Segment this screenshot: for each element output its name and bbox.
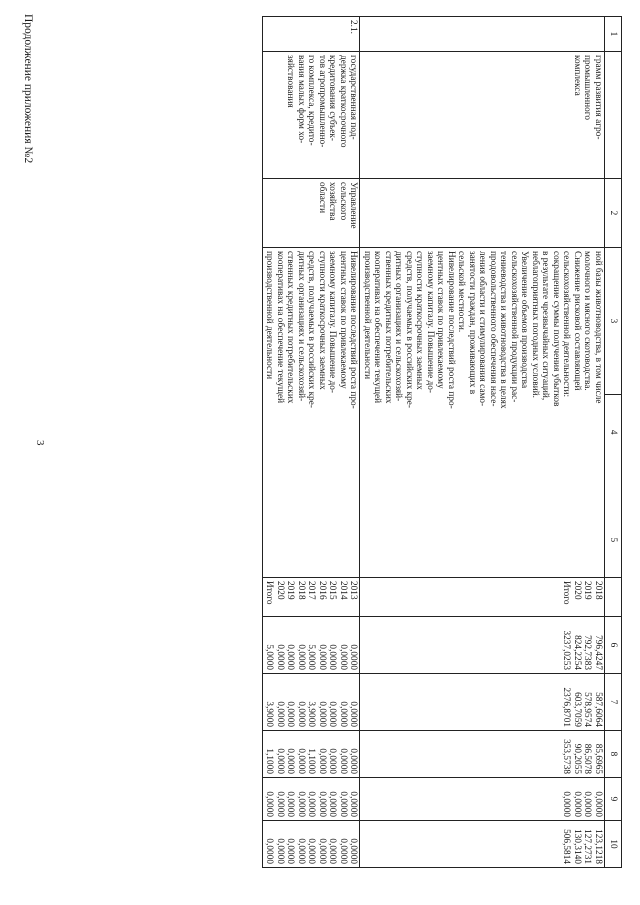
row1-year: 2020 [572, 581, 582, 600]
row1-years [360, 578, 605, 617]
row2-col6 [263, 617, 361, 674]
header-num-5: 5 [608, 537, 619, 543]
value-cell: 0,0000 [338, 791, 348, 817]
header-cell-8: 8 [605, 731, 622, 778]
value-cell: 0,0000 [348, 644, 359, 670]
value-cell: 0,0000 [275, 701, 285, 727]
value-cell: 0,0000 [317, 644, 327, 670]
value-cell: 0,0000 [306, 838, 317, 864]
row2-year: 2014 [338, 581, 348, 600]
row2-name: государственная под- держка краткосрочного кредитования субъек- тов агропромышленно- го комплекса, кредито- вания малых форм хо- зяйствования [263, 52, 361, 179]
value-cell: 0,0000 [296, 701, 306, 727]
value-cell: 5,0000 [264, 644, 275, 670]
header-cell-10: 10 [605, 821, 622, 868]
value-cell: 0,0000 [317, 838, 327, 864]
value-cell: 0,0000 [348, 701, 359, 727]
value-cell: 0,0000 [327, 791, 338, 817]
value-cell: 0,0000 [317, 748, 327, 774]
header-cell-year [605, 578, 622, 617]
header-cell-7: 7 [605, 674, 622, 731]
row1-col8 [360, 731, 605, 778]
value-cell: 587,6064 [593, 692, 603, 727]
value-cell: 0,0000 [275, 748, 285, 774]
row2-year: 2020 [275, 581, 285, 600]
value-cell: 0,0000 [264, 838, 275, 864]
header-row [605, 17, 622, 868]
row1-executor [360, 179, 605, 248]
table-row [263, 17, 361, 868]
value-cell: 824,2254 [572, 635, 582, 670]
value-cell: 0,0000 [327, 644, 338, 670]
value-cell: 796,4247 [593, 635, 603, 670]
row1-year: Итого [561, 581, 572, 605]
row2-col7 [263, 674, 361, 731]
value-cell: 0,0000 [275, 644, 285, 670]
value-cell: 86,5078 [582, 743, 593, 774]
value-cell: 0,0000 [327, 748, 338, 774]
value-cell: 353,5738 [561, 739, 572, 774]
value-cell: 0,0000 [338, 748, 348, 774]
value-cell: 0,0000 [317, 791, 327, 817]
value-cell: 85,6965 [593, 743, 603, 774]
row2-year: 2015 [327, 581, 338, 600]
value-cell: 1,1000 [264, 748, 275, 774]
value-cell: 0,0000 [275, 838, 285, 864]
value-cell: 0,0000 [285, 701, 296, 727]
value-cell: 123,1218 [593, 829, 603, 864]
value-cell: 0,0000 [348, 791, 359, 817]
value-cell: 0,0000 [348, 838, 359, 864]
value-cell: 1,1000 [306, 748, 317, 774]
row1-program: грамм развития агро- промышленного комплекса [360, 52, 605, 179]
header-cell-4-5 [605, 395, 622, 578]
value-cell: 0,0000 [275, 791, 285, 817]
value-cell: 90,2055 [572, 743, 582, 774]
row1-description: ной базы животноводства, в том числе молочного и мясного скотоводства. Снижение рисковой составляющей сельскохозяйственной деятельности: сокращение суммы получения убытков в результате чрезвычайных ситуаций, неблагоприятных погодных условий. Увеличение объемов производства сельскохозяйственной продукции рас- тениеводства и животноводства в целях продовольственного обеспечения насе- ления области и стимулирования само- занятости граждан, проживающих в сельской местности. Нивелирование последствий роста про- центных ставок по привлекаемому заемному капиталу. Повышение до- ступности краткосрочных заемных средств, получаемых в российских кре- дитных организациях и сельскохозяй- ственных кредитных потребительских кооперативах на обеспечение текущей производственной деятельности [360, 248, 605, 578]
row2-executor: Управление сельского хозяйства области [263, 179, 361, 248]
value-cell: 578,9574 [582, 692, 593, 727]
value-cell: 0,0000 [327, 701, 338, 727]
value-cell: 0,0000 [296, 644, 306, 670]
value-cell: 0,0000 [338, 701, 348, 727]
value-cell: 0,0000 [327, 838, 338, 864]
header-cell-2: 2 [605, 179, 622, 248]
value-cell: 0,0000 [348, 748, 359, 774]
row1-year: 2019 [582, 581, 593, 600]
value-cell: 2376,8701 [561, 687, 572, 727]
value-cell: 0,0000 [317, 701, 327, 727]
row2-col8 [263, 731, 361, 778]
value-cell: 0,0000 [338, 838, 348, 864]
value-cell: 3,9000 [264, 701, 275, 727]
row2-col10 [263, 821, 361, 868]
row1-col9 [360, 778, 605, 821]
row1-col7 [360, 674, 605, 731]
table-row [360, 17, 605, 868]
value-cell: 3237,0253 [561, 630, 572, 670]
row2-col9 [263, 778, 361, 821]
row1-col10 [360, 821, 605, 868]
value-cell: 0,0000 [572, 791, 582, 817]
header-num-4: 4 [608, 429, 619, 435]
value-cell: 603,7059 [572, 692, 582, 727]
value-cell: 0,0000 [285, 791, 296, 817]
value-cell: 0,0000 [561, 791, 572, 817]
continuation-note: Продолжение приложения №2 [22, 14, 34, 164]
header-cell-1b [605, 52, 622, 179]
value-cell: 127,2731 [582, 829, 593, 864]
row2-year: Итого [264, 581, 275, 605]
value-cell: 792,7383 [582, 635, 593, 670]
value-cell: 0,0000 [338, 644, 348, 670]
row2-description: Нивелирование последствий роста про- центных ставок по привлекаемому заемному капиталу. Повышение до- ступности краткосрочных заемных средств, получаемых в российских кре- дитных организациях и сельскохозяй- ственных кредитных потребительских кооперативах на обеспечение текущей производственной деятельности [263, 248, 361, 578]
row2-year: 2019 [285, 581, 296, 600]
header-cell-1: 1 [605, 17, 622, 52]
value-cell: 0,0000 [285, 838, 296, 864]
row2-num: 2.1. [263, 17, 361, 52]
value-cell: 0,0000 [582, 791, 593, 817]
row2-years [263, 578, 361, 617]
row1-num [360, 17, 605, 52]
header-cell-3: 3 [605, 248, 622, 395]
row2-year: 2016 [317, 581, 327, 600]
value-cell: 0,0000 [306, 791, 317, 817]
value-cell: 3,9000 [306, 701, 317, 727]
page-number: 3 [34, 440, 46, 446]
value-cell: 0,0000 [296, 838, 306, 864]
program-table [262, 16, 622, 868]
row2-year: 2017 [306, 581, 317, 600]
row1-col6 [360, 617, 605, 674]
value-cell: 0,0000 [593, 791, 603, 817]
value-cell: 0,0000 [264, 791, 275, 817]
value-cell: 0,0000 [285, 644, 296, 670]
row2-year: 2013 [348, 581, 359, 600]
row2-year: 2018 [296, 581, 306, 600]
header-cell-9: 9 [605, 778, 622, 821]
header-cell-6: 6 [605, 617, 622, 674]
value-cell: 0,0000 [296, 748, 306, 774]
value-cell: 506,5814 [561, 829, 572, 864]
value-cell: 0,0000 [296, 791, 306, 817]
value-cell: 130,3140 [572, 829, 582, 864]
row1-year: 2018 [593, 581, 603, 600]
value-cell: 0,0000 [285, 748, 296, 774]
value-cell: 5,0000 [306, 644, 317, 670]
